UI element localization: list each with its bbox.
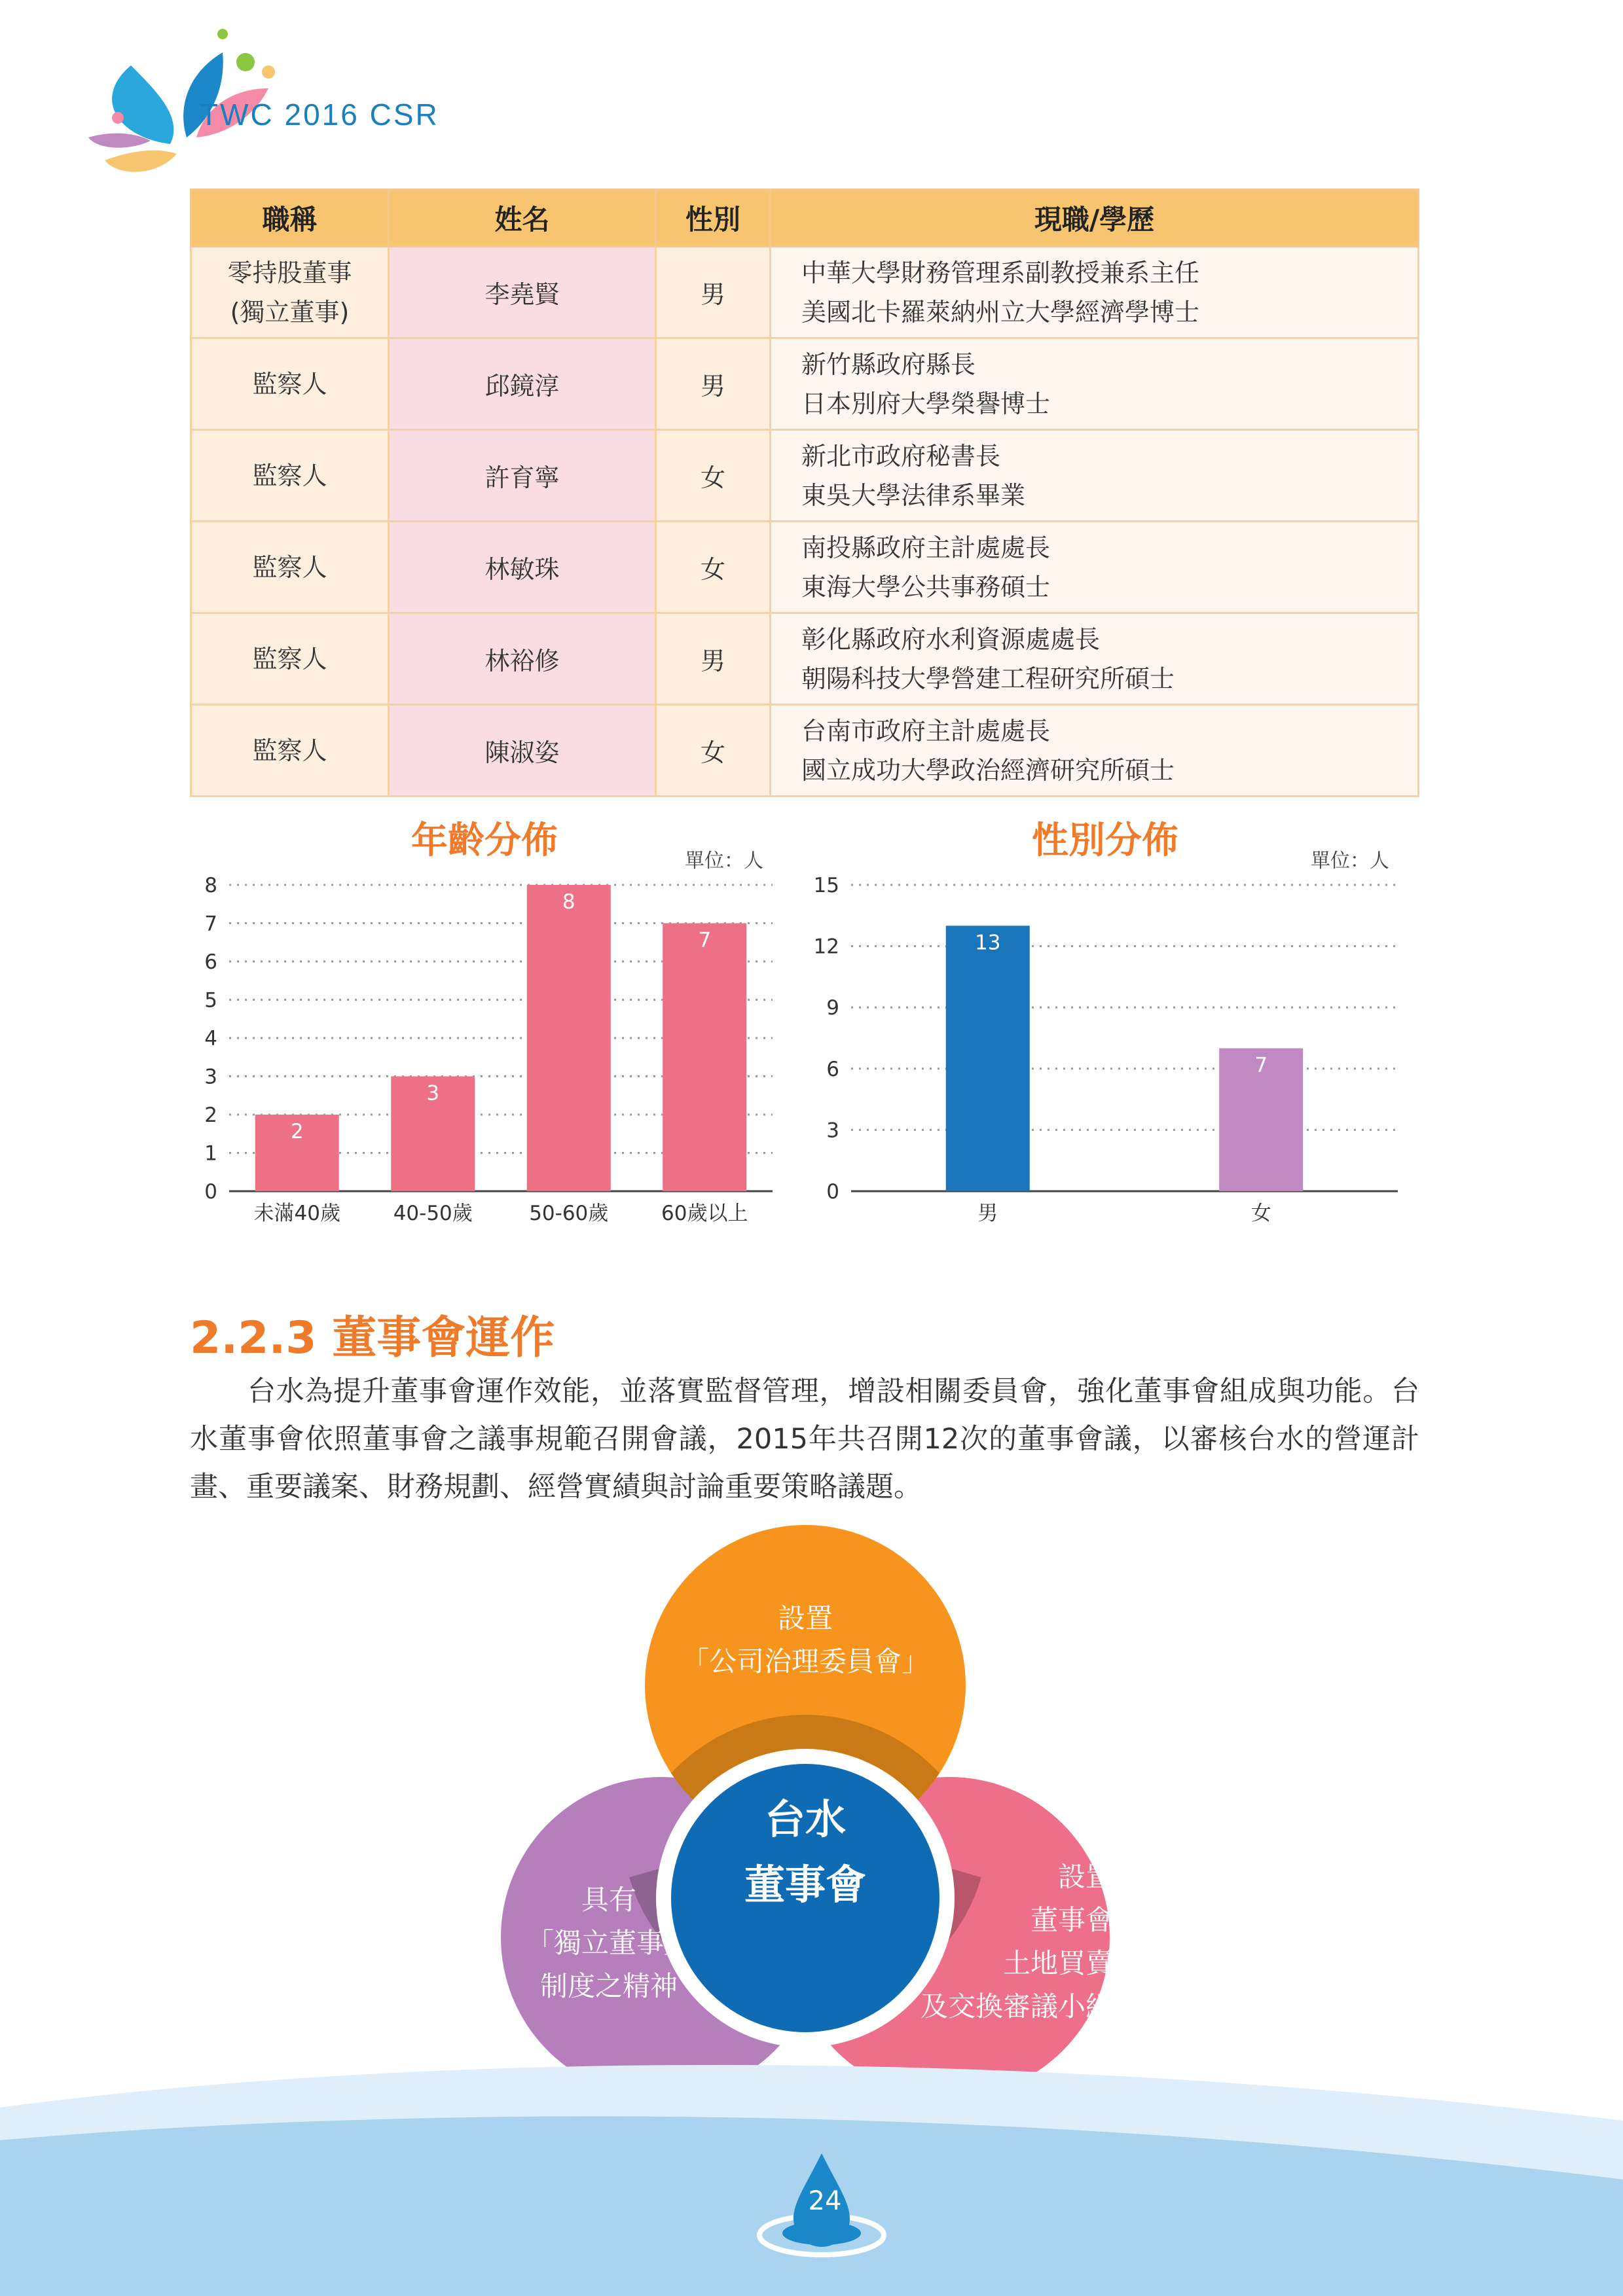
- bar-value-label: 8: [562, 890, 575, 914]
- cell-sex: 男: [656, 613, 771, 705]
- cell-edu: 台南市政府主計處處長 國立成功大學政治經濟研究所碩士: [771, 705, 1419, 797]
- cell-name: 林敏珠: [389, 522, 656, 613]
- cell-edu: 新北市政府秘書長 東吳大學法律系畢業: [771, 430, 1419, 522]
- cell-title: 監察人: [191, 430, 389, 522]
- cell-sex: 女: [656, 430, 771, 522]
- y-tick-label: 3: [204, 1065, 217, 1089]
- x-tick-label: 50-60歲: [529, 1202, 609, 1225]
- cell-sex: 男: [656, 338, 771, 430]
- gender-chart: [812, 864, 1421, 1230]
- board-venn-diagram: [498, 1525, 1126, 2101]
- cell-title: 監察人: [191, 613, 389, 705]
- header-name: 姓名: [389, 190, 656, 247]
- table-row: [191, 613, 1419, 705]
- table-header-row: [191, 190, 1419, 247]
- gender-chart-title: 性別分佈: [1032, 819, 1178, 862]
- venn-left-label: 具有 「獨立董事」 制度之精神: [526, 1884, 691, 2002]
- age-chart: [190, 864, 779, 1230]
- page-number: 24: [808, 2186, 842, 2216]
- cell-edu: 中華大學財務管理系副教授兼系主任 美國北卡羅萊納州立大學經濟學博士: [771, 247, 1419, 338]
- venn-center-label: 台水 董事會: [744, 1795, 866, 1909]
- header-title: 職稱: [191, 190, 389, 247]
- bar-value-label: 7: [698, 928, 712, 952]
- cell-sex: 男: [656, 247, 771, 338]
- bar: [663, 924, 746, 1192]
- cell-title: 監察人: [191, 522, 389, 613]
- y-tick-label: 4: [204, 1027, 217, 1050]
- bar-value-label: 2: [290, 1120, 304, 1143]
- gender-chart-unit: 單位：人: [1311, 850, 1389, 872]
- y-tick-label: 12: [813, 935, 839, 959]
- cell-name: 李堯賢: [389, 247, 656, 338]
- cell-title: 監察人: [191, 338, 389, 430]
- y-tick-label: 2: [204, 1103, 217, 1127]
- section-title: 2.2.3 董事會運作: [190, 1312, 555, 1364]
- age-chart-title: 年齡分佈: [411, 819, 558, 862]
- cell-sex: 女: [656, 522, 771, 613]
- table-row: [191, 338, 1419, 430]
- bar-value-label: 7: [1254, 1053, 1268, 1077]
- y-tick-label: 5: [204, 988, 217, 1013]
- header-sex: 性別: [656, 190, 771, 247]
- y-tick-label: 1: [204, 1141, 217, 1166]
- bar: [946, 925, 1030, 1191]
- x-tick-label: 60歲以上: [661, 1202, 748, 1225]
- table-row: [191, 705, 1419, 797]
- venn-right-label: 設置 董事會 土地買賣 及交換審議小組: [920, 1861, 1113, 2022]
- header-edu: 現職/學歷: [771, 190, 1419, 247]
- cell-title: 零持股董事 (獨立董事): [191, 247, 389, 338]
- bar-value-label: 3: [426, 1081, 440, 1105]
- cell-name: 邱鏡淳: [389, 338, 656, 430]
- cell-edu: 南投縣政府主計處處長 東海大學公共事務碩士: [771, 522, 1419, 613]
- y-tick-label: 0: [204, 1180, 217, 1204]
- cell-edu: 彰化縣政府水利資源處處長 朝陽科技大學營建工程研究所碩士: [771, 613, 1419, 705]
- age-chart-unit: 單位：人: [685, 850, 763, 872]
- brand-title: TWC 2016 CSR: [200, 98, 439, 132]
- y-tick-label: 15: [813, 874, 839, 897]
- x-tick-label: 女: [1250, 1202, 1271, 1225]
- y-tick-label: 8: [204, 874, 217, 897]
- section-paragraph: 台水為提升董事會運作效能，並落實監督管理，增設相關委員會，強化董事會組成與功能。台水董事會依照董事會之議事規範召開會議，2015年共召開12次的董事會議，以審核台水的營運計畫、重要議案、財務規劃、經營實績與討論重要策略議題。: [190, 1375, 1419, 1503]
- y-tick-label: 6: [826, 1057, 839, 1081]
- cell-edu: 新竹縣政府縣長 日本別府大學榮譽博士: [771, 338, 1419, 430]
- table-row: [191, 522, 1419, 613]
- table-row: [191, 247, 1419, 338]
- table-row: [191, 430, 1419, 522]
- y-tick-label: 7: [204, 912, 217, 936]
- cell-sex: 女: [656, 705, 771, 797]
- x-tick-label: 男: [977, 1202, 998, 1225]
- x-tick-label: 未滿40歲: [253, 1202, 340, 1225]
- cell-title: 監察人: [191, 705, 389, 797]
- y-tick-label: 9: [826, 996, 839, 1020]
- venn-top-label: 設置 「公司治理委員會」: [681, 1602, 929, 1677]
- board-table: [190, 188, 1419, 797]
- cell-name: 陳淑姿: [389, 705, 656, 797]
- y-tick-label: 3: [826, 1119, 839, 1143]
- x-tick-label: 40-50歲: [393, 1202, 473, 1225]
- y-tick-label: 0: [826, 1180, 839, 1204]
- cell-name: 林裕修: [389, 613, 656, 705]
- bar: [527, 885, 611, 1191]
- footer-wave: [0, 2062, 1623, 2296]
- cell-name: 許育寧: [389, 430, 656, 522]
- bar-value-label: 13: [975, 931, 1001, 955]
- y-tick-label: 6: [204, 950, 217, 974]
